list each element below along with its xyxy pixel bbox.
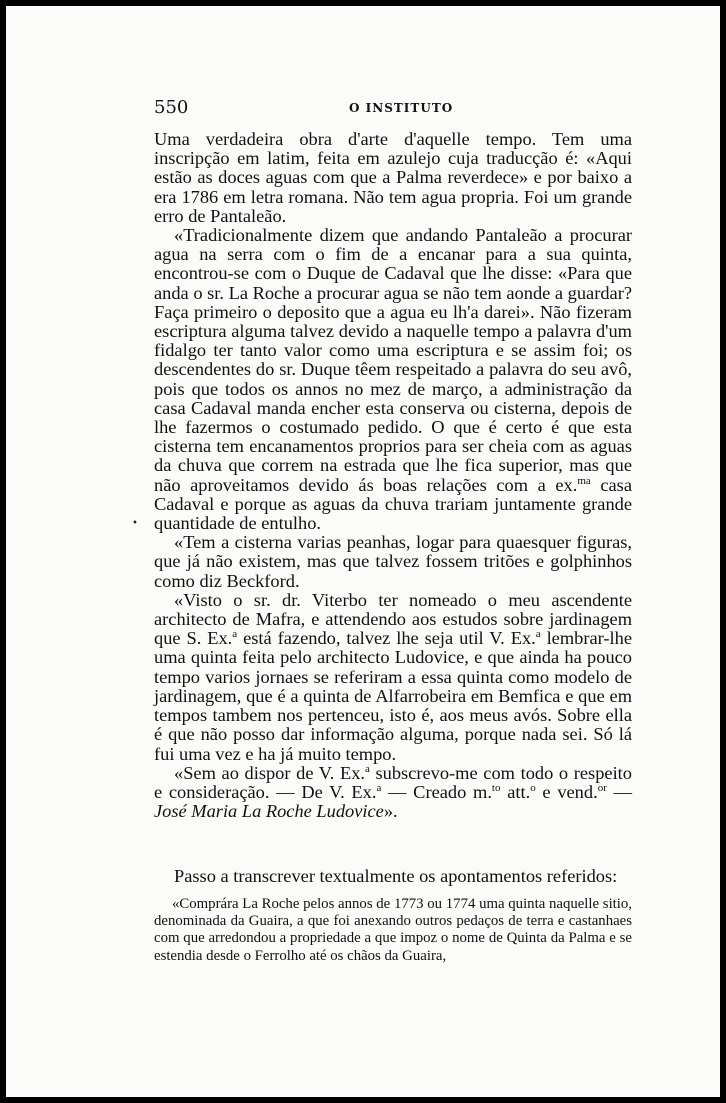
paragraph-5 (154, 764, 632, 822)
paragraph-5-e: e vend. (535, 781, 598, 802)
quoted-paragraph: «Comprára La Roche pelos annos de 1773 ou 1774 uma quinta naquelle sitio, denominada da Guaira, a que foi anexando outros pedaços de terra e castanhaes com que arredondou a propriedade a que impoz o nome de Quinta da Palma e se estendia desde o Ferrolho até os chãos da Guaira, (154, 896, 632, 964)
paragraph-3: «Tem a cisterna varias peanhas, logar para quaesquer figuras, que já não existem, mas que talvez fossem tritões e golphinhos como diz Beckford. (154, 532, 632, 591)
paragraph-5-c: — Creado m. (381, 781, 492, 802)
superscript: o (530, 781, 536, 794)
running-head (154, 97, 634, 121)
paragraph-2 (154, 226, 632, 533)
paragraph-5-f: — (606, 781, 632, 802)
book-page (6, 6, 720, 1097)
superscript: a (232, 628, 238, 641)
superscript: a (376, 781, 382, 794)
paragraph-2-text: «Tradicionalmente dizem que andando Pantaleão a procurar agua na serra com o fim de a encanar para a sua quinta, encontrou-se com o Duque de Cadaval que lhe disse: «Para que anda o sr. La Roche a procurar agua se não tem aonde a guardar? Faça primeiro o deposito que a agua eu lh'a darei». Não fizeram escriptura alguma talvez devido a naquelle tempo a palavra d'um fidalgo ter tanto valor como uma escriptura e se assim foi; os descendentes do sr. Duque têem respeitado a palavra do seu avô, pois que todos os annos no mez de março, a administração da casa Cadaval manda encher esta conserva ou cisterna, depois de lhe fazermos o costumado pedido. O que é certo é que esta cisterna tem encanamentos proprios para ser cheia com as aguas da chuva que correm na estrada que lhe fica superior, mas que não aproveitamos devido ás boas relações com a ex. (154, 225, 632, 495)
body-text (154, 130, 632, 821)
paragraph-1: Uma verdadeira obra d'arte d'aquelle tempo. Tem uma inscripção em latim, feita em azulejo cuja traducção é: «Aqui estão as doces aguas com que a Palma reverdece» e por baixo a era 1786 em letra romana. Não tem agua propria. Foi um grande erro de Pantaleão. (154, 129, 632, 226)
superscript: ma (577, 474, 591, 487)
paragraph-5-d: att. (500, 781, 531, 802)
quoted-notes (154, 896, 632, 965)
signature-name: José Maria La Roche Ludovice (154, 801, 384, 822)
paragraph-5-g: ». (383, 801, 398, 822)
paragraph-4 (154, 591, 632, 764)
transition-line: Passo a transcrever textualmente os apontamentos referidos: (174, 866, 618, 886)
paragraph-4-a: «Visto o sr. dr. Viterbo ter nomeado o meu ascendente architecto de Mafra, e attendendo aos estudos sobre jardinagem que S. Ex. (154, 589, 632, 649)
running-title: O INSTITUTO (349, 101, 454, 115)
margin-mark: • (132, 518, 138, 529)
superscript: a (364, 762, 370, 775)
superscript: or (597, 781, 607, 794)
page-number: 550 (154, 97, 189, 118)
paragraph-4-b: está fazendo, talvez lhe seja util V. Ex. (237, 628, 536, 649)
paragraph-5-b: subscrevo-me com todo o respeito e consideração. — De V. Ex. (154, 762, 632, 802)
superscript: a (535, 628, 541, 641)
superscript: to (491, 781, 501, 794)
paragraph-5-a: «Sem ao dispor de V. Ex. (174, 762, 365, 783)
paragraph-2-end: casa Cadaval e porque as aguas da chuva trariam juntamente grande quantidade de entulho. (154, 474, 632, 534)
paragraph-4-c: lembrar-lhe uma quinta feita pelo architecto Ludovice, e que ainda ha pouco tempo varios jornaes se referiram a essa quinta como modelo de jardinagem, que é a quinta de Alfarrobeira em Bemfica e que em tempos tambem nos pertenceu, isto é, aos meus avós. Sobre ella é que não posso dar informação alguma, porque nada sei. Só lá fui uma vez e ha já muito tempo. (154, 628, 632, 764)
